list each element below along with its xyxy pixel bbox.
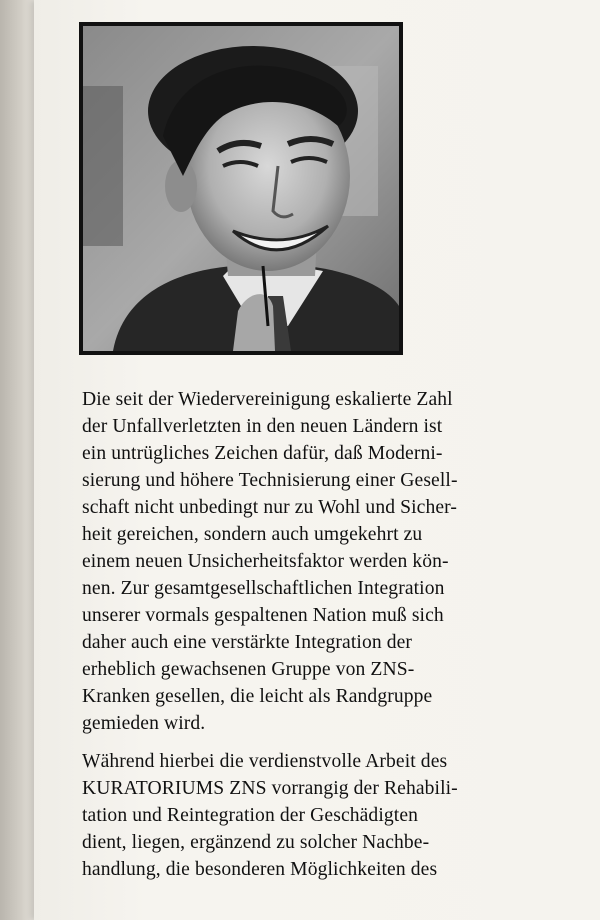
text-line: heit gereichen, sondern auch umgekehrt zu [82, 524, 423, 545]
body-text [82, 386, 580, 883]
text-line: tation und Reintegration der Geschädigten [82, 805, 419, 826]
text-line: daher auch eine verstärkte Integration der [82, 632, 413, 653]
text-line: ein untrügliches Zeichen dafür, daß Moderni- [82, 443, 443, 464]
text-line: einem neuen Unsicherheitsfaktor werden kön- [82, 551, 449, 572]
text-line: handlung, die besonderen Möglichkeiten des [82, 859, 438, 880]
portrait-photo [83, 26, 399, 351]
paragraph-1 [82, 386, 580, 737]
text-line: dient, liegen, ergänzend zu solcher Nachbe- [82, 832, 430, 853]
text-line: KURATORIUMS ZNS vorrangig der Rehabili- [82, 778, 458, 799]
text-line: erheblich gewachsenen Gruppe von ZNS- [82, 659, 415, 680]
text-line: unserer vormals gespaltenen Nation muß sich [82, 605, 444, 626]
portrait-photo-frame [79, 22, 403, 355]
paragraph-2 [82, 748, 580, 883]
text-line: Die seit der Wiedervereinigung eskalierte Zahl [82, 389, 453, 410]
text-line: schaft nicht unbedingt nur zu Wohl und Sicher- [82, 497, 458, 518]
text-line: Während hierbei die verdienstvolle Arbeit des [82, 751, 448, 772]
paragraph-spacer [82, 737, 580, 748]
text-line: der Unfallverletzten in den neuen Ländern ist [82, 416, 443, 437]
text-line: Kranken gesellen, die leicht als Randgruppe [82, 686, 433, 707]
text-line: gemieden wird. [82, 713, 206, 734]
text-line: sierung und höhere Technisierung einer Gesell- [82, 470, 458, 491]
text-line: nen. Zur gesamtgesellschaftlichen Integration [82, 578, 445, 599]
